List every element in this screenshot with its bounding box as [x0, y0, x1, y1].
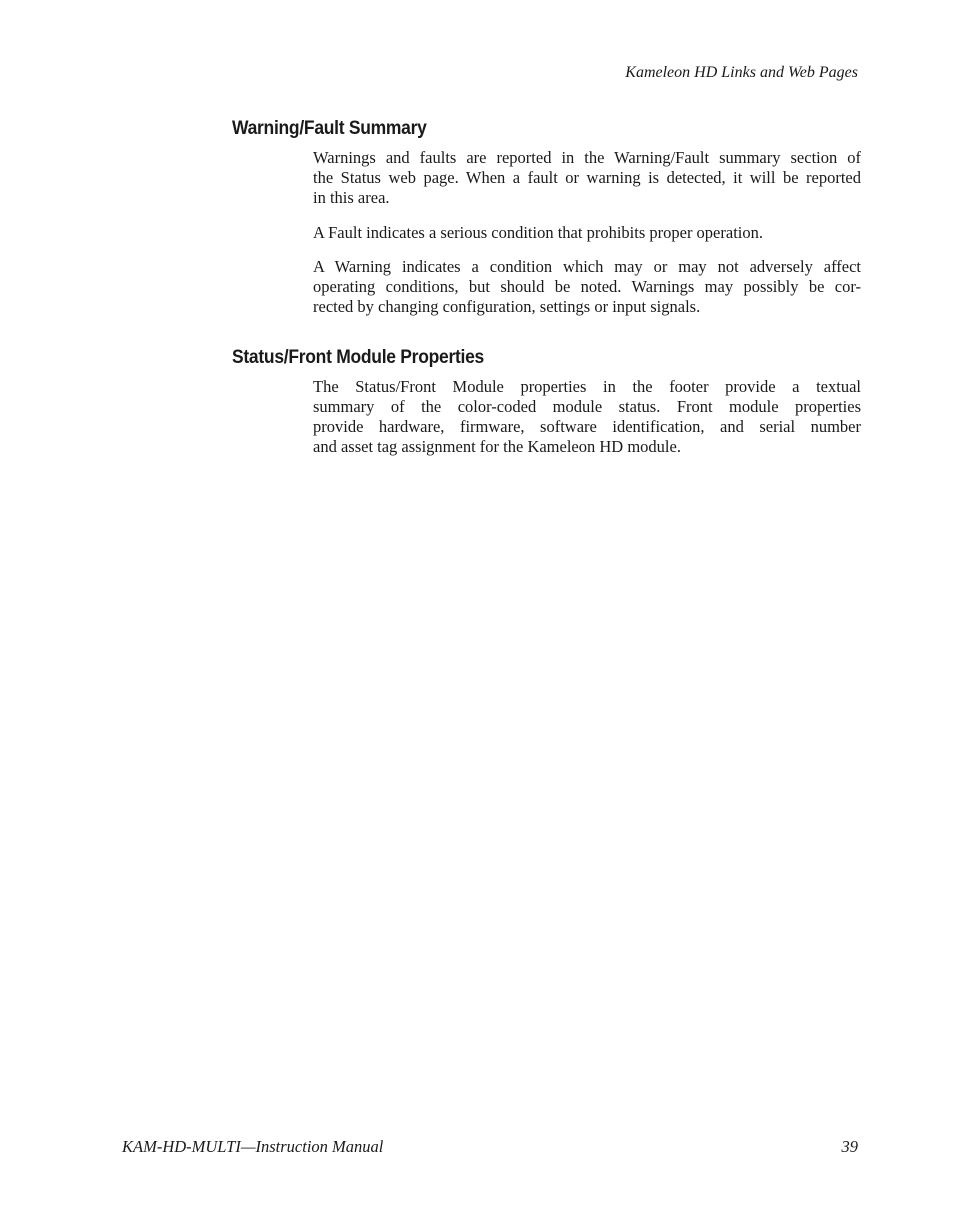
paragraph-warnings-and-faults [313, 148, 861, 208]
paragraph-line: A Warning indicates a condition which may or may not adversely affect [313, 257, 861, 276]
paragraph-status-front-module [313, 377, 861, 457]
paragraph-line: summary of the color-coded module status. Front module properties [313, 397, 861, 416]
section-heading-warning-fault-summary: Warning/Fault Summary [232, 118, 427, 139]
paragraph-line: provide hardware, firmware, software identification, and serial number [313, 417, 861, 436]
paragraph-warning-definition [313, 257, 861, 317]
paragraph-line: the Status web page. When a fault or warning is detected, it will be reported [313, 168, 861, 187]
paragraph-line: operating conditions, but should be noted. Warnings may possibly be cor- [313, 277, 861, 296]
paragraph-line: Warnings and faults are reported in the Warning/Fault summary section of [313, 148, 861, 167]
paragraph-line: rected by changing configuration, settings or input signals. [313, 297, 701, 316]
paragraph-line: in this area. [313, 188, 390, 207]
paragraph-line: The Status/Front Module properties in the footer provide a textual [313, 377, 861, 396]
paragraph-fault-definition [313, 223, 861, 243]
section-heading-status-front-module-properties: Status/Front Module Properties [232, 347, 485, 368]
footer-document-title: KAM-HD-MULTI—Instruction Manual [122, 1137, 384, 1156]
paragraph-line: and asset tag assignment for the Kameleon HD module. [313, 437, 681, 456]
footer-page-number: 39 [841, 1137, 858, 1156]
paragraph-line: A Fault indicates a serious condition that prohibits proper operation. [313, 223, 763, 242]
running-header: Kameleon HD Links and Web Pages [625, 64, 858, 81]
